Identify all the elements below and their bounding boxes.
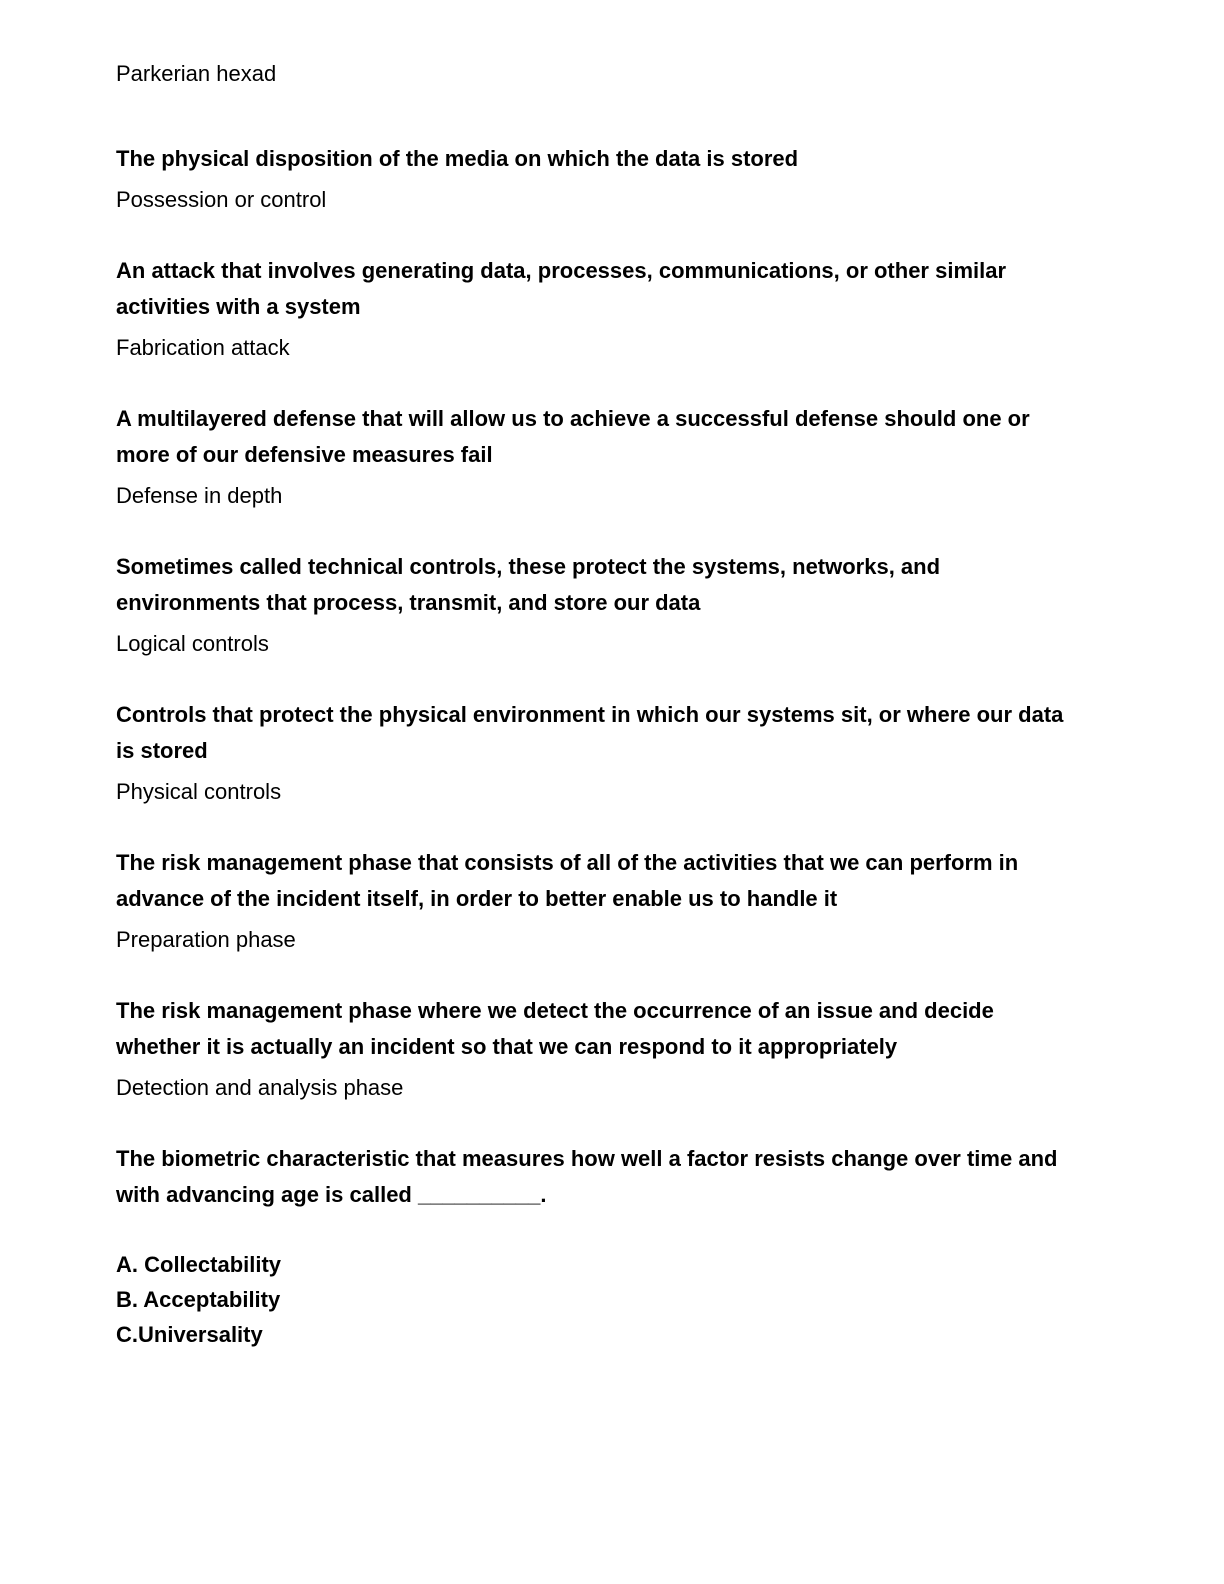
multiple-choice-question <box>116 1141 1066 1352</box>
qa-item <box>116 845 1066 955</box>
qa-item <box>116 253 1066 363</box>
question-text: The physical disposition of the media on which the data is stored <box>116 146 799 171</box>
options-list <box>116 1247 1066 1352</box>
question-text: The risk management phase that consists of all of the activities that we can perform in advance of the incident itself, in order to better enable us to handle it <box>116 850 1019 911</box>
qa-item <box>116 401 1066 511</box>
option-a: A. Collectability <box>116 1252 282 1277</box>
question-text: Sometimes called technical controls, these protect the systems, networks, and environments that process, transmit, and store our data <box>116 554 941 615</box>
question-text: A multilayered defense that will allow us to achieve a successful defense should one or more of our defensive measures fail <box>116 406 1030 467</box>
qa-item <box>116 993 1066 1103</box>
answer-text: Preparation phase <box>116 927 296 952</box>
question-text: An attack that involves generating data, processes, communications, or other similar activities with a system <box>116 258 1007 319</box>
question-text: The risk management phase where we detect the occurrence of an issue and decide whether it is actually an incident so that we can respond to it appropriately <box>116 998 994 1059</box>
answer-text: Fabrication attack <box>116 335 290 360</box>
answer-text: Parkerian hexad <box>116 61 277 86</box>
answer-text: Detection and analysis phase <box>116 1075 404 1100</box>
qa-item <box>116 141 1066 215</box>
answer-text: Physical controls <box>116 779 282 804</box>
answer-text: Possession or control <box>116 187 327 212</box>
answer-text: Defense in depth <box>116 483 283 508</box>
option-b: B. Acceptability <box>116 1287 281 1312</box>
qa-item <box>116 697 1066 807</box>
qa-item <box>116 549 1066 659</box>
document-page <box>116 59 1066 1352</box>
answer-text: Logical controls <box>116 631 269 656</box>
question-text: The biometric characteristic that measures how well a factor resists change over time and with advancing age is called __________. <box>116 1146 1058 1207</box>
question-text: Controls that protect the physical environment in which our systems sit, or where our data is stored <box>116 702 1064 763</box>
option-c: C.Universality <box>116 1322 263 1347</box>
